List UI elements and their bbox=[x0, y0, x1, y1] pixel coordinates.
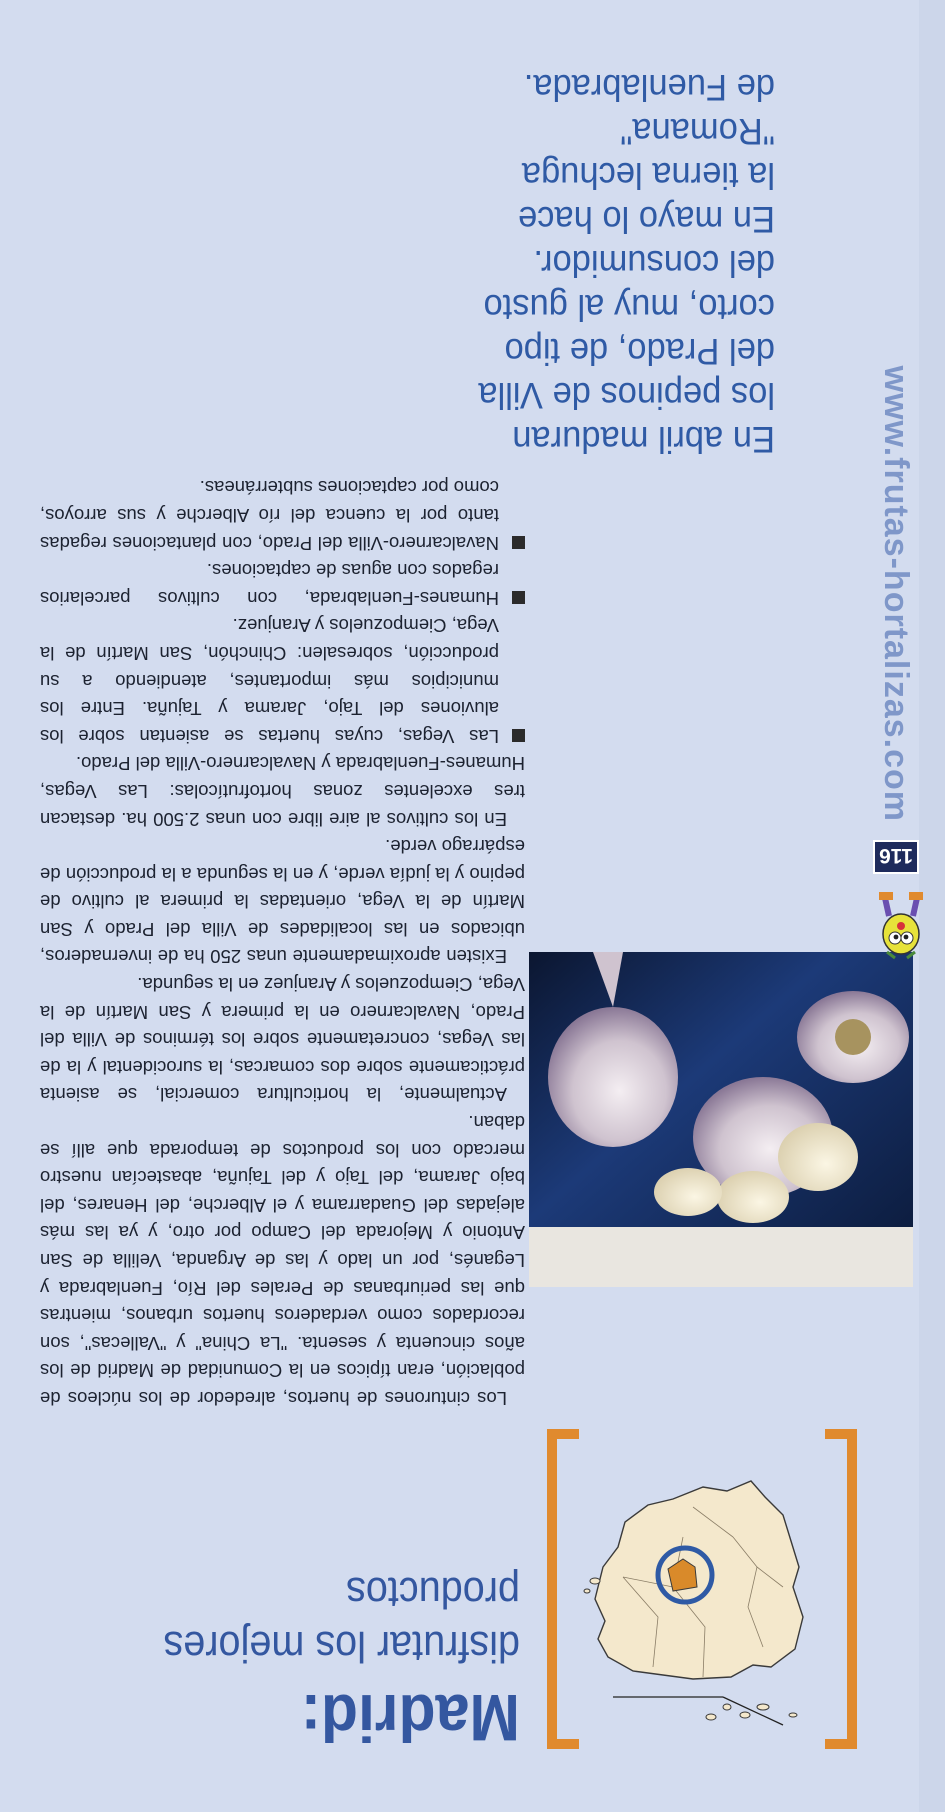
bullet-square-icon bbox=[512, 536, 525, 549]
highlight-line: En abril maduran bbox=[512, 419, 775, 461]
highlight-line: del consumidor. bbox=[533, 243, 775, 285]
subtitle-line: disfrutar los mejores bbox=[163, 1622, 520, 1671]
article-body bbox=[40, 474, 525, 1412]
list-item bbox=[40, 474, 525, 557]
list-item-text: Las Vegas, cuyas huertas se asientan sobre los aluviones del Tajo, Jarama y Tajuña. Entre los municipios más importantes, atendiendo a su producción, sobresalen: Chinchón, San Martín de la Vega, Ciempozuelos y Aranjuez. bbox=[40, 615, 499, 747]
bullet-square-icon bbox=[512, 729, 525, 742]
mascot-icon bbox=[869, 886, 933, 962]
highlight-line: En mayo lo hace bbox=[518, 199, 775, 241]
highlight-line: la tierna lechuga bbox=[521, 155, 775, 197]
list-item bbox=[40, 557, 525, 612]
list-item bbox=[40, 612, 525, 750]
garlic-photo bbox=[529, 952, 913, 1287]
garlic-image bbox=[529, 952, 913, 1287]
title-block bbox=[40, 1565, 520, 1757]
list-item-text: Humanes-Fuenlabrada, con cultivos parcelarios regados con aguas de captaciones. bbox=[40, 560, 499, 609]
highlight-line: corto, muy al gusto bbox=[483, 287, 775, 329]
spain-map-icon bbox=[573, 1457, 823, 1737]
paragraph: Existen aproximadamente unas 250 ha de invernaderos, ubicados en las localidades de Villa del Prado y San Martín de la Vega, orientadas la primera al cultivo de pepino y la judía verde, y en la segunda a la producción de espárrago verde. bbox=[40, 836, 525, 968]
page-number-badge: 116 bbox=[873, 840, 919, 874]
list-item-text: Navalcarnero-Villa del Prado, con plantaciones regadas tanto por la cuenca del río Alberche y sus arroyos, como por captaciones subterráneas. bbox=[40, 477, 499, 554]
page-subtitle bbox=[88, 1565, 520, 1673]
highlight-line: los pepinos de Villa bbox=[478, 375, 775, 417]
page-title: Madrid: bbox=[300, 1681, 520, 1755]
bullet-square-icon bbox=[512, 591, 525, 604]
bracket-left bbox=[825, 1429, 857, 1749]
highlight-line: de Fuenlabrada. bbox=[523, 67, 775, 109]
map-block bbox=[547, 1442, 857, 1757]
paragraph: Los cinturones de huertos, alrededor de los núcleos de población, eran típicos en la Comunidad de Madrid de los años cincuenta y sesenta. "La China" y "Vallecas", son recordados como verdaderos huertos urbanos, mientras que las periurbanas de Perales del Río, Fuenlabrada y Leganés, por un lado y las de Arganda, Velilla de San Antonio y Mejorada del Campo por otro, y ya las más alejadas del Guadarrama y el Alberche, del Henares, del bajo Jarama, del Tajo y del Tajuña, abastecían nuestro mercado con los productos de temporada que allí se daban. bbox=[40, 1112, 525, 1409]
zones-list bbox=[40, 474, 525, 750]
highlight-line: "Romana" bbox=[620, 111, 775, 153]
subtitle-line: productos bbox=[346, 1568, 520, 1617]
paragraph: En los cultivos al aire libre con unas 2.500 ha. destacan tres excelentes zonas hortofrutícolas: Las Vegas, Humanes-Fuenlabrada y Navalcarnero-Villa del Prado. bbox=[40, 753, 525, 830]
highlight-line: del Prado, de tipo bbox=[504, 331, 775, 373]
side-strip bbox=[855, 62, 945, 962]
website-link[interactable]: www.frutas-hortalizas.com bbox=[877, 365, 915, 822]
paragraph: Actualmente, la horticultura comercial, se asienta prácticamente sobre dos comarcas, la surocidental y la de las Vegas, concretamente sobre los términos de Villa del Prado, Navalcarnero en la primera y San Martín de la Vega, Ciempozuelos y Aranjuez en la segunda. bbox=[40, 974, 525, 1106]
highlight-callout bbox=[398, 66, 775, 462]
